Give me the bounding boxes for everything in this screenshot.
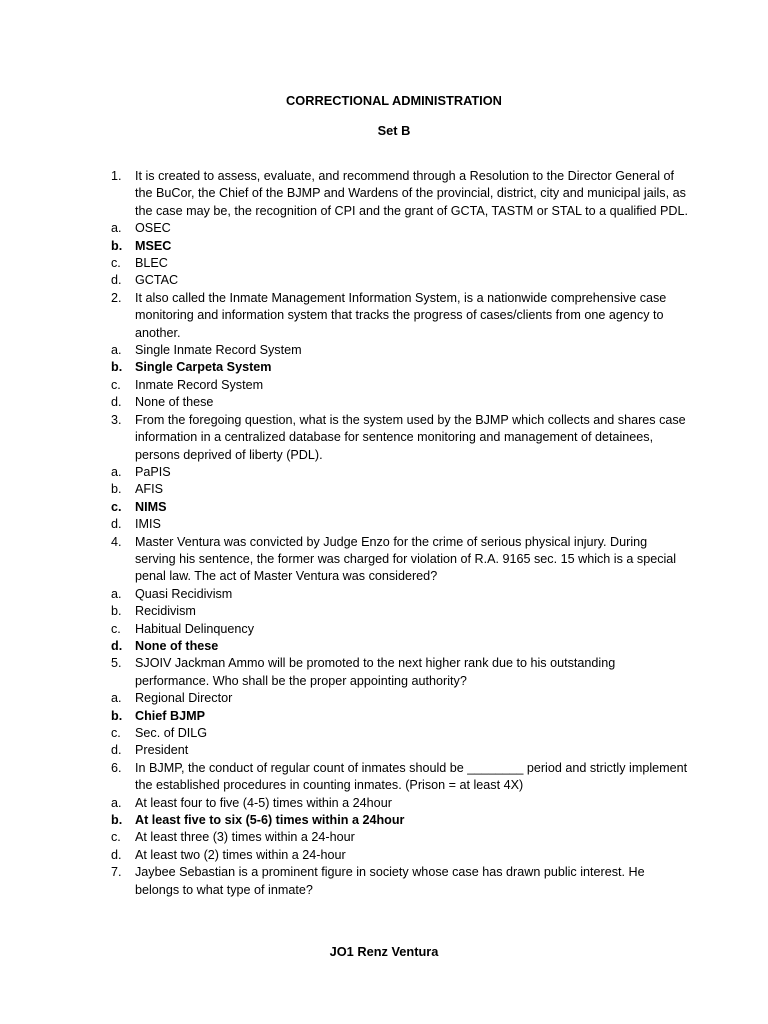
- choice-letter: d.: [111, 273, 122, 288]
- choice-text: MSEC: [135, 238, 172, 253]
- choice-item: [111, 708, 691, 725]
- question-number: 1.: [111, 169, 122, 183]
- choice-text: None of these: [135, 638, 219, 653]
- question-text: Jaybee Sebastian is a prominent figure in society whose case has drawn public interest. He belongs to what type of inmate?: [135, 865, 645, 897]
- choice-item: [111, 499, 691, 516]
- question-text: SJOIV Jackman Ammo will be promoted to the next higher rank due to his outstanding performance. Who shall be the proper appointing authority?: [135, 656, 616, 688]
- choice-letter: a.: [111, 464, 122, 479]
- choice-letter: c.: [111, 621, 121, 636]
- choice-item: [111, 725, 691, 742]
- question-text: Master Ventura was convicted by Judge Enzo for the crime of serious physical injury. During serving his sentence, the former was charged for violation of R.A. 9165 sec. 15 which is a special penal law. The act of Master Ventura was considered?: [135, 534, 677, 584]
- choice-item: [111, 238, 691, 255]
- choice-text: At least five to six (5-6) times within a 24hour: [135, 813, 405, 828]
- choice-text: Sec. of DILG: [135, 726, 208, 740]
- document-subtitle: Set B: [377, 123, 411, 138]
- document-title: CORRECTIONAL ADMINISTRATION: [286, 93, 502, 108]
- choice-item: [111, 812, 691, 829]
- question-item: [111, 655, 691, 690]
- question-number: 7.: [111, 865, 122, 880]
- choice-letter: b.: [111, 238, 123, 253]
- choice-text: Regional Director: [135, 691, 233, 706]
- question-number: 3.: [111, 412, 122, 427]
- choice-letter: c.: [111, 256, 121, 271]
- choice-letter: c.: [111, 377, 121, 392]
- question-item: [111, 168, 691, 220]
- choice-item: [111, 795, 691, 812]
- choice-item: [111, 359, 691, 376]
- choice-item: [111, 847, 691, 864]
- choice-letter: b.: [111, 708, 123, 723]
- question-text: From the foregoing question, what is the system used by the BJMP which collects and shares case information in a centralized database for sentence monitoring and management of detainees, persons deprived of liberty (PDL).: [135, 412, 686, 462]
- choice-text: NIMS: [135, 499, 167, 514]
- choice-text: Recidivism: [135, 604, 196, 619]
- question-text: It also called the Inmate Management Information System, is a nationwide comprehensive case monitoring and information system that tracks the progress of cases/clients from one agency to another.: [135, 290, 667, 340]
- choice-letter: a.: [111, 586, 122, 601]
- choice-letter: a.: [111, 691, 122, 706]
- choice-item: [111, 464, 691, 481]
- choice-letter: b.: [111, 482, 122, 497]
- question-number: 2.: [111, 290, 122, 305]
- choice-item: [111, 481, 691, 498]
- choice-item: [111, 638, 691, 655]
- choice-text: Habitual Delinquency: [135, 621, 255, 636]
- question-text: It is created to assess, evaluate, and recommend through a Resolution to the Director General of the BuCor, the Chief of the BJMP and Wardens of the provincial, district, city and municipal jails, as the case may be, the recognition of CPI and the grant of GCTA, TASTM or STAL to a qualified PDL.: [135, 169, 688, 218]
- choice-letter: b.: [111, 813, 123, 828]
- question-number: 5.: [111, 656, 122, 671]
- question-item: [111, 534, 691, 586]
- choice-item: [111, 272, 691, 289]
- choice-text: Single Inmate Record System: [135, 343, 302, 358]
- choice-item: [111, 690, 691, 707]
- choice-letter: d.: [111, 395, 122, 410]
- choice-text: Inmate Record System: [135, 377, 264, 392]
- choice-text: At least four to five (4-5) times within a 24hour: [135, 795, 392, 810]
- choice-item: [111, 516, 691, 533]
- choice-text: Quasi Recidivism: [135, 586, 233, 601]
- choice-item: [111, 603, 691, 620]
- question-list: [111, 168, 691, 899]
- choice-letter: d.: [111, 743, 122, 758]
- choice-text: IMIS: [135, 517, 161, 532]
- choice-item: [111, 829, 691, 846]
- question-number: 6.: [111, 760, 122, 775]
- choice-letter: c.: [111, 726, 121, 740]
- choice-letter: c.: [111, 830, 121, 845]
- choice-item: [111, 394, 691, 411]
- choice-letter: b.: [111, 360, 123, 375]
- choice-item: [111, 342, 691, 359]
- choice-letter: b.: [111, 604, 122, 619]
- choice-text: Single Carpeta System: [135, 360, 272, 375]
- choice-text: BLEC: [135, 256, 168, 271]
- choice-letter: a.: [111, 221, 122, 236]
- choice-text: GCTAC: [135, 273, 179, 288]
- question-item: [111, 412, 691, 464]
- choice-text: PaPIS: [135, 464, 171, 479]
- question-text: In BJMP, the conduct of regular count of inmates should be ________ period and strictly implement the established procedures in counting inmates. (Prison = at least 4X): [135, 760, 688, 793]
- choice-text: President: [135, 743, 189, 758]
- question-item: [111, 864, 691, 899]
- choice-letter: d.: [111, 638, 123, 653]
- choice-item: [111, 621, 691, 638]
- question-item: [111, 290, 691, 342]
- choice-letter: c.: [111, 499, 122, 514]
- choice-letter: d.: [111, 847, 122, 862]
- choice-text: AFIS: [135, 482, 163, 497]
- choice-item: [111, 377, 691, 394]
- choice-text: Chief BJMP: [135, 708, 205, 723]
- choice-item: [111, 586, 691, 603]
- document-footer: JO1 Renz Ventura: [329, 944, 439, 959]
- choice-letter: a.: [111, 343, 122, 358]
- question-item: [111, 760, 691, 795]
- choice-text: At least two (2) times within a 24-hour: [135, 847, 346, 862]
- choice-item: [111, 255, 691, 272]
- question-number: 4.: [111, 534, 122, 549]
- choice-item: [111, 220, 691, 237]
- choice-item: [111, 742, 691, 759]
- choice-text: None of these: [135, 395, 214, 410]
- choice-letter: a.: [111, 795, 122, 810]
- choice-text: OSEC: [135, 221, 171, 236]
- choice-text: At least three (3) times within a 24-hour: [135, 830, 355, 845]
- choice-letter: d.: [111, 517, 122, 532]
